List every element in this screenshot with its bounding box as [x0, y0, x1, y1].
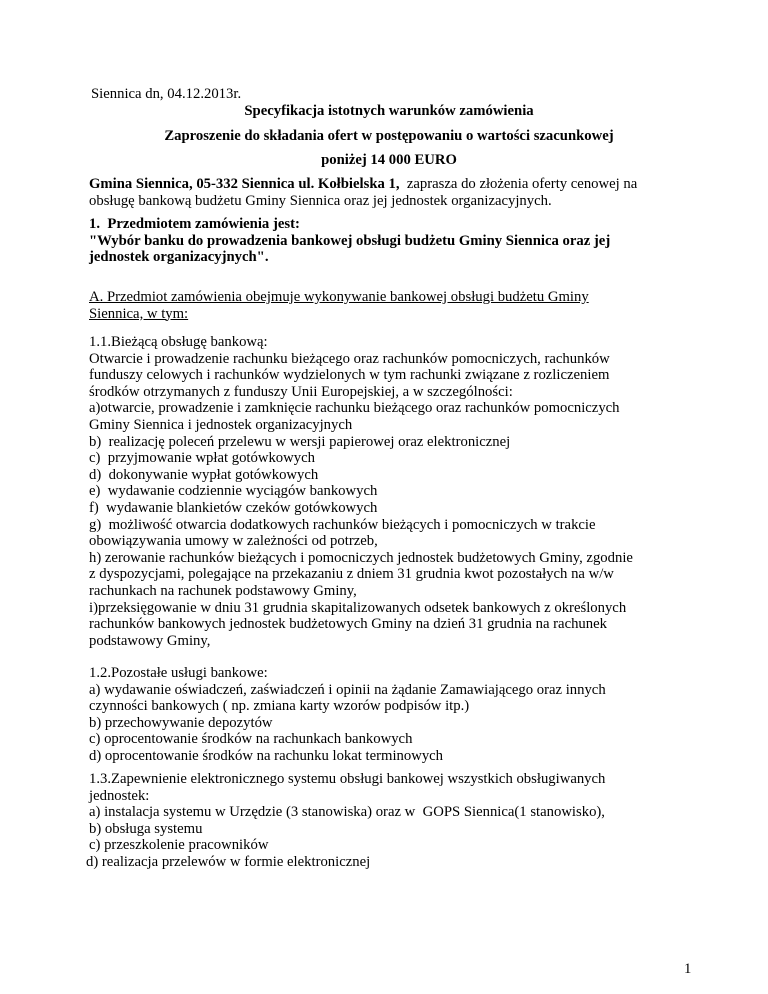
p11-line: podstawowy Gminy, [89, 632, 211, 649]
section-1-quote-2: jednostek organizacyjnych". [89, 249, 269, 266]
place-date-text: Siennica dn, 04.12.2013r. [91, 86, 242, 102]
p13-line: c) przeszkolenie pracowników [89, 837, 269, 854]
invitation-title [89, 128, 689, 145]
p11-line: rachunków bankowych jednostek budżetowych Gminy na dzień 31 grudnia na rachunek [89, 616, 607, 633]
p11-line: a)otwarcie, prowadzenie i zamknięcie rachunku bieżącego oraz rachunków pomocniczych [89, 400, 620, 417]
p12-line: czynności bankowych ( np. zmiana karty wzorów podpisów itp.) [89, 698, 470, 715]
paragraph-1-3 [86, 771, 689, 871]
p11-line: d) dokonywanie wypłat gotówkowych [89, 466, 319, 483]
p11-line: środków otrzymanych z funduszy Unii Europejskiej, a w szczególności: [89, 383, 513, 400]
p11-line: z dyspozycjami, polegające na przekazaniu z dniem 31 grudnia kwot pozostałych na w/w [89, 566, 614, 583]
section-a-line-1: A. Przedmiot zamówienia obejmuje wykonywanie bankowej obsługi budżetu Gminy [89, 289, 589, 305]
p12-line: a) wydawanie oświadczeń, zaświadczeń i opinii na żądanie Zamawiającego oraz innych [89, 681, 606, 698]
section-1-heading: 1. Przedmiotem zamówienia jest: [89, 216, 300, 232]
p11-line: f) wydawanie blankietów czeków gotówkowych [89, 499, 378, 516]
title-line-2: Zaproszenie do składania ofert w postępowaniu o wartości szacunkowej [164, 128, 614, 144]
section-a [89, 289, 689, 322]
place-date [89, 86, 689, 103]
intro-bold: Gmina Siennica, 05-332 Siennica ul. Kołbielska 1, [89, 176, 400, 192]
p13-line: b) obsługa systemu [89, 820, 203, 837]
p13-line: d) realizacja przelewów w formie elektronicznej [86, 853, 371, 870]
p11-line: 1.1.Bieżącą obsługę bankową: [89, 334, 268, 350]
p12-line: b) przechowywanie depozytów [89, 714, 273, 731]
title-line-3: poniżej 14 000 EURO [321, 152, 457, 168]
title-line-1: Specyfikacja istotnych warunków zamówienia [244, 103, 534, 119]
p12-line: 1.2.Pozostałe usługi bankowe: [89, 665, 268, 681]
p11-line: c) przyjmowanie wpłat gotówkowych [89, 450, 315, 467]
intro-line-2: obsługę bankową budżetu Gminy Siennica oraz jej jednostek organizacyjnych. [89, 192, 552, 209]
p11-line: h) zerowanie rachunków bieżących i pomocniczych jednostek budżetowych Gminy, zgodnie [89, 549, 633, 566]
page-number: 1 [684, 961, 692, 977]
p11-line: Otwarcie i prowadzenie rachunku bieżącego oraz rachunków pomocniczych, rachunków [89, 350, 610, 367]
p11-line: funduszy celowych i rachunków wydzielonych w tym rachunki związane z rozliczeniem [89, 367, 610, 384]
p11-line: g) możliwość otwarcia dodatkowych rachunków bieżących i pomocniczych w trakcie [89, 516, 596, 533]
p12-line: d) oprocentowanie środków na rachunku lokat terminowych [89, 747, 444, 764]
section-a-line-2: Siennica, w tym: [89, 305, 189, 322]
p11-line: i)przeksięgowanie w dniu 31 grudnia skapitalizowanych odsetek bankowych z określonych [89, 599, 627, 616]
intro-rest: zaprasza do złożenia oferty cenowej na [399, 176, 638, 192]
p12-line: c) oprocentowanie środków na rachunkach bankowych [89, 731, 413, 748]
threshold-title [89, 152, 689, 169]
paragraph-1-2 [89, 665, 689, 765]
p13-line: a) instalacja systemu w Urzędzie (3 stanowiska) oraz w GOPS Siennica(1 stanowisko), [89, 804, 605, 821]
paragraph-1-1 [89, 334, 689, 649]
p11-line: e) wydawanie codziennie wyciągów bankowych [89, 483, 378, 500]
section-1 [89, 216, 689, 266]
spec-title [89, 103, 689, 120]
p13-line: jednostek: [89, 787, 150, 804]
p11-line: obowiązywania umowy w zależności od potrzeb, [89, 533, 378, 550]
intro-paragraph [89, 176, 689, 209]
p11-line: rachunkach na rachunek podstawowy Gminy, [89, 582, 357, 599]
section-1-quote-1: "Wybór banku do prowadzenia bankowej obsługi budżetu Gminy Siennica oraz jej [89, 232, 611, 249]
p13-line: 1.3.Zapewnienie elektronicznego systemu obsługi bankowej wszystkich obsługiwanych [89, 771, 606, 787]
p11-line: b) realizację poleceń przelewu w wersji papierowej oraz elektronicznej [89, 433, 511, 450]
p11-line: Gminy Siennica i jednostek organizacyjnych [89, 416, 353, 433]
